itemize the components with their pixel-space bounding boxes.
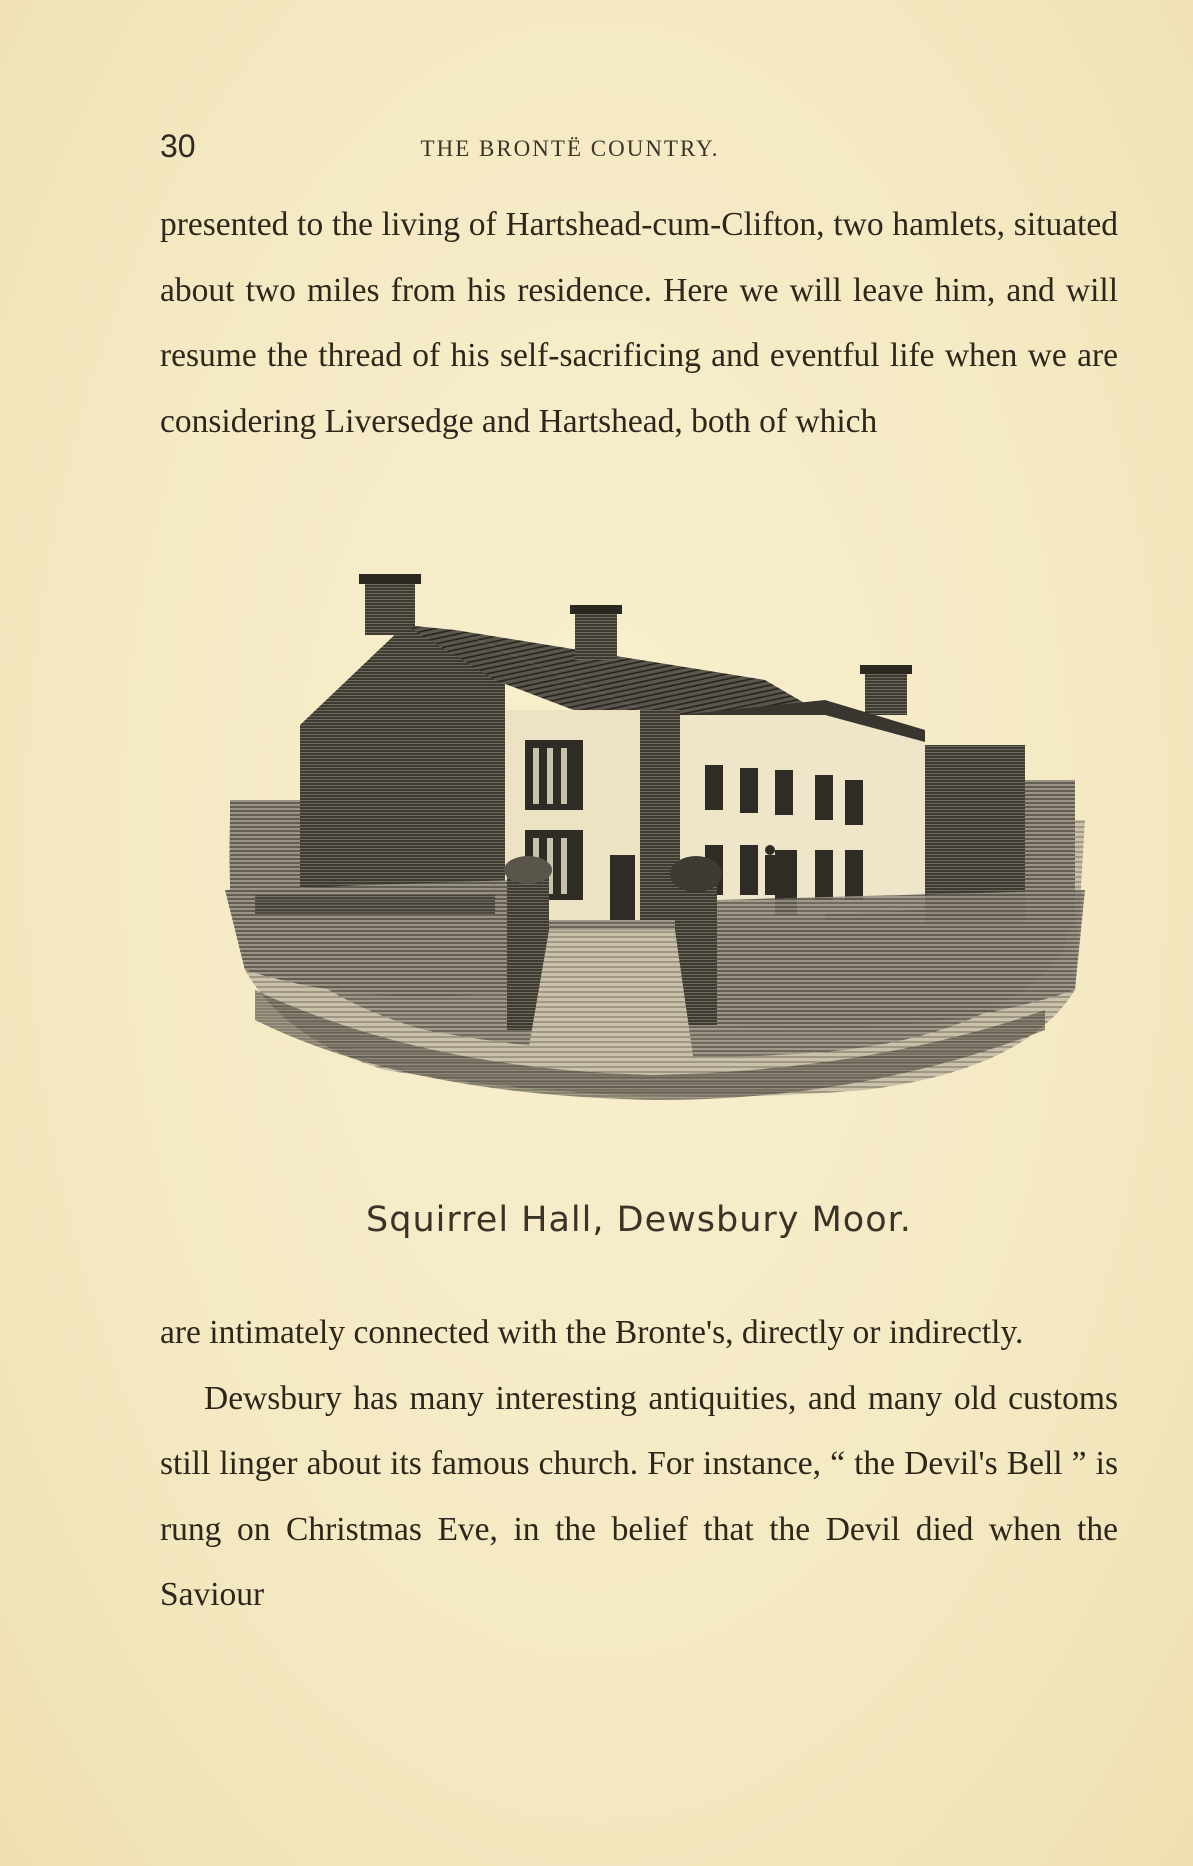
figure-caption: Squirrel Hall, Dewsbury Moor. <box>366 1200 912 1240</box>
running-head <box>160 128 1120 168</box>
body-text-bottom <box>160 1300 1118 1628</box>
running-title: THE BRONTË COUNTRY. <box>420 136 720 161</box>
paragraph: are intimately connected with the Bronte's, directly or indirectly. <box>160 1314 1024 1351</box>
house-engraving-icon <box>225 570 1085 1145</box>
page-number: 30 <box>160 128 196 164</box>
paragraph: Dewsbury has many interesting antiquities, and many old customs still linger about its famous church. For instance, “ the Devil's Bell ” is rung on Christmas Eve, in the belief that the Devil died when the Saviour <box>160 1379 1118 1613</box>
body-text-top <box>160 192 1118 454</box>
paragraph: presented to the living of Hartshead-cum-Clifton, two hamlets, situated about two miles from his residence. Here we will leave him, and will resume the thread of his self-sacrificing and eventful life when we are considering Liversedge and Hartshead, both of which <box>160 206 1118 440</box>
